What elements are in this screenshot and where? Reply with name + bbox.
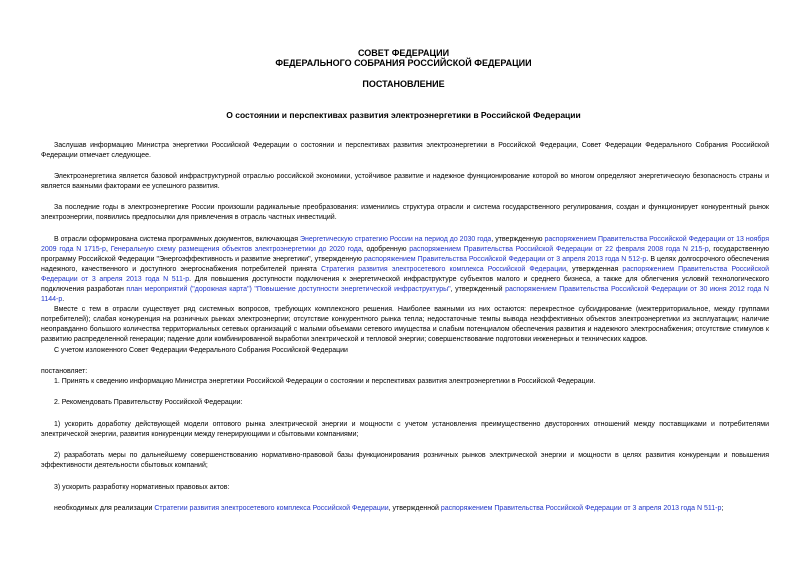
document-type: ПОСТАНОВЛЕНИЕ	[362, 79, 445, 89]
paragraph-2: Электроэнергетика является базовой инфраструктурной отраслью российской экономики, устойчивое развитие и надежное функционирование которой во многом определяют энергетическую безопасность страны и является важными факторами ее успешного развития.	[41, 173, 769, 190]
link-grid-strategy-2[interactable]: Стратегии развития электросетевого комплекса Российской Федерации	[154, 505, 389, 512]
link-order-1715-r[interactable]: распоряжением Правительства Российской Федерации от 13 ноября 2009 года N 1715-р	[41, 236, 770, 253]
link-order-511-r[interactable]: распоряжением Правительства Российской Федерации от 3 апреля 2013 года N 511-р	[41, 266, 770, 283]
paragraph-7: постановляет:	[41, 368, 88, 375]
link-roadmap[interactable]: план мероприятий ("дорожная карта") "Повышение доступности энергетической инфраструктуры"	[126, 286, 451, 293]
paragraph-12: 3) ускорить разработку нормативных правовых актов:	[54, 484, 230, 491]
header-line-1: СОВЕТ ФЕДЕРАЦИИ	[357, 48, 450, 58]
link-order-1144-r[interactable]: распоряжением Правительства Российской Федерации от 30 июня 2012 года N 1144-р	[41, 286, 769, 303]
paragraph-10: 1) ускорить доработку действующей модели оптового рынка электрической энергии и мощности с учетом установления преимущественно двусторонних отношений между поставщиками и потребителями электрической энергии, развития конкуренции между генерирующими и сбытовыми компаниями;	[41, 421, 769, 438]
p13-text: , утвержденной	[388, 505, 441, 512]
p4-text: , одобренную	[361, 246, 410, 253]
paragraph-8: 1. Принять к сведению информацию Министра энергетики Российской Федерации о состоянии и перспективах развития электроэнергетики в Российской Федерации.	[54, 378, 596, 385]
p4-text: . Для повышения доступности подключения к энергетической инфраструктуре субъектов малого и среднего бизнеса, а также для облегчения условий технологического подключения разработан	[41, 276, 769, 293]
header-line-2: ФЕДЕРАЛЬНОГО СОБРАНИЯ РОССИЙСКОЙ ФЕДЕРАЦИИ	[275, 58, 532, 68]
link-order-215-r[interactable]: распоряжением Правительства Российской Федерации от 22 февраля 2008 года N 215-р	[409, 246, 709, 253]
paragraph-5: Вместе с тем в отрасли существует ряд системных вопросов, требующих комплексного решения. Наиболее важными из них остаются: перекрестное субсидирование (межтерриториальное, между группами потребителей); слабая конкуренция на розничных рынках электроэнергии; отсутствие конкурентного рынка тепла; недостаточные темпы вывода неэффективных объектов электроэнергетики из эксплуатации; наличие неоправданно большого количества территориальных сетевых организаций с малыми объемами сетевого имущества и слабым потенциалом обеспечения развития и надежного электроснабжения; отсутствие стимулов к развитию распределенной генерации; падение доли комбинированной выработки электрической и тепловой энергии; совершенствование подготовки инженерных и технических кадров.	[41, 306, 769, 343]
link-order-512-r[interactable]: распоряжением Правительства Российской Федерации от 3 апреля 2013 года N 512-р	[363, 256, 647, 263]
paragraph-9: 2. Рекомендовать Правительству Российской Федерации:	[54, 399, 243, 406]
paragraph-11: 2) разработать меры по дальнейшему совершенствованию нормативно-правовой базы функционирования розничных рынков электрической энергии и мощности в целях развития конкуренции и повышения эффективности деятельности сбытовых компаний;	[41, 452, 769, 469]
paragraph-4	[41, 235, 769, 305]
p4-text: В отрасли сформирована система программных документов, включающая	[54, 236, 301, 243]
paragraph-3: За последние годы в электроэнергетике России произошли радикальные преобразования: изменились структура отрасли и система государственного регулирования, создан и функционирует конкурентный рынок электроэнергии, появились предпосылки для привлечения в отрасль частных инвестиций.	[41, 204, 769, 221]
p4-text: , утвержденная	[566, 266, 623, 273]
link-general-scheme-2020[interactable]: Генеральную схему размещения объектов электроэнергетики до 2020 года	[110, 246, 362, 253]
paragraph-13	[41, 504, 769, 514]
paragraph-6: С учетом изложенного Совет Федерации Федерального Собрания Российской Федерации	[54, 347, 348, 354]
paragraph-1: Заслушав информацию Министра энергетики Российской Федерации о состоянии и перспективах развития электроэнергетики в Российской Федерации, Совет Федерации Федерального Собрания Российской Федерации отмечает следующее.	[41, 142, 769, 159]
document-title: О состоянии и перспективах развития электроэнергетики в Российской Федерации	[226, 110, 581, 120]
p13-text: ;	[721, 505, 724, 512]
link-grid-strategy[interactable]: Стратегия развития электросетевого комплекса Российской Федерации	[320, 266, 567, 273]
p4-text: .	[62, 296, 65, 303]
p4-text: , утвержденную	[491, 236, 545, 243]
p4-text: ,	[105, 246, 111, 253]
link-energy-strategy-2030[interactable]: Энергетическую стратегию России на период до 2030 года	[300, 236, 492, 243]
p4-text: , утвержденный	[450, 286, 506, 293]
p13-text: необходимых для реализации	[54, 505, 155, 512]
link-order-511-r-2[interactable]: распоряжением Правительства Российской Федерации от 3 апреля 2013 года N 511-р	[440, 505, 722, 512]
p4-text: , государственную программу Российской Федерации "Энергоэффективность и развитие энергетики", утвержденную	[41, 246, 770, 263]
p4-text: . В целях долгосрочного обеспечения надежного, качественного и доступного энергоснабжения потребителей принята	[41, 256, 769, 273]
